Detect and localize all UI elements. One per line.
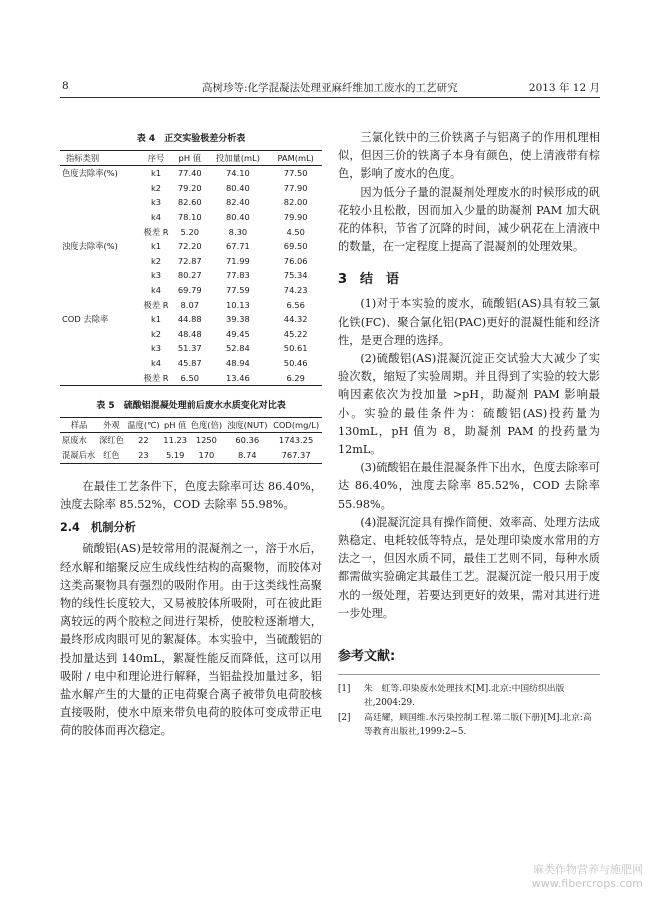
table4-cell: 75.34 bbox=[283, 270, 308, 281]
table5-header-cell: pH 值 bbox=[163, 419, 187, 430]
table4-cell: 6.29 bbox=[286, 372, 305, 383]
table4-cell: k3 bbox=[150, 270, 162, 281]
table4-row bbox=[60, 239, 322, 254]
table4-cell: 71.99 bbox=[226, 255, 250, 266]
table5-row bbox=[60, 448, 322, 464]
table5-header-cell: 样品 bbox=[70, 419, 88, 430]
site-watermark bbox=[532, 863, 643, 891]
table4-row bbox=[60, 341, 322, 356]
table5-cell: 1250 bbox=[195, 435, 217, 446]
table4-cell bbox=[60, 356, 139, 371]
table4-cell: 50.61 bbox=[283, 343, 308, 354]
table4-cell: 色度去除率(%) bbox=[62, 168, 118, 179]
running-title: 高树珍等:化学混凝法处理亚麻纤维加工废水的工艺研究 bbox=[202, 82, 458, 94]
table4-cell: 80.40 bbox=[226, 212, 250, 223]
table5-cell: 1743.25 bbox=[278, 435, 314, 446]
conclusion-item: (4)混凝沉淀具有操作简便、效率高、处理方法成熟稳定、电耗较低等特点，是处理印染废水常用的方法之一，但因水质不同，最佳工艺则不同，每种水质都需做实验确定其最佳工艺。混凝沉淀一般只用于废水的一级处理，若要达到更好的效果，需对其进行进一步处理。 bbox=[338, 515, 600, 620]
table4-cell: k4 bbox=[150, 285, 162, 296]
table4-cell: 5.20 bbox=[180, 226, 200, 237]
table4-cell: 72.87 bbox=[177, 255, 202, 266]
reference-number: [1] bbox=[338, 684, 351, 695]
table4-cell bbox=[60, 268, 139, 283]
conclusion-item: (2)硫酸铝(AS)混凝沉淀正交试验大大减少了实验次数，缩短了实验周期。并且得到了实验的较大影响因素依次为投加量 >pH，助凝剂 PAM 影响最小。实验的最佳条件为：硫酸铝(AS)投药量为 130mL，pH 值为 8，助凝剂 PAM 的投药量为 12mL。 bbox=[338, 352, 600, 457]
table4-header-cell: PAM(mL) bbox=[277, 153, 314, 163]
reference-number: [2] bbox=[338, 713, 351, 724]
table4-cell: 44.88 bbox=[177, 314, 202, 325]
table4-cell: 82.60 bbox=[177, 197, 202, 208]
table4-cell: 74.23 bbox=[283, 285, 308, 296]
table4-cell: 79.90 bbox=[283, 212, 308, 223]
table5-cell: 原废水 bbox=[62, 435, 87, 446]
table4-cell: 67.71 bbox=[226, 241, 250, 252]
table4-cell: k3 bbox=[150, 343, 162, 354]
table4-cell: 极差 R bbox=[143, 372, 169, 383]
table4-cell: 8.30 bbox=[228, 226, 248, 237]
table5-cell: 60.36 bbox=[235, 435, 260, 446]
table5-cell: 23 bbox=[138, 450, 149, 461]
table4-row bbox=[60, 268, 322, 283]
table4-caption: 表 4 正交实验极差分析表 bbox=[136, 134, 246, 144]
table4-row bbox=[60, 327, 322, 342]
body-paragraph: 硫酸铝(AS)是较常用的混凝剂之一，溶于水后，经水解和缩聚反应生成线性结构的高聚物，而胶体对这类高聚物具有强烈的吸附作用。由于这类线性高聚物的线性长度较大，又易被胶体所吸附，可在彼此距离较远的两个胶粒之间进行架桥，使胶粒逐渐增大，最终形成肉眼可见的絮凝体。本实验中，当硫酸铝的投加量达到 140mL，絮凝性能反而降低，这可以用吸附 / 电中和理论进行解释，当铝盐投加量过多，铝盐水解产生的大量的正电荷聚合离子被带负电荷胶核直接吸附，使水中原来带负电荷的胶体可变成带正电荷的胶体而再次稳定。 bbox=[60, 542, 322, 738]
table4-cell bbox=[60, 341, 139, 356]
table5-header-cell: 浊度(NUT) bbox=[227, 419, 268, 430]
table4-cell: k1 bbox=[150, 168, 162, 179]
table4-cell: 浊度去除率(%) bbox=[62, 241, 118, 252]
table4-cell: 77.59 bbox=[226, 285, 250, 296]
table4-cell: 82.00 bbox=[283, 197, 308, 208]
table4-header-cell: 指标类别 bbox=[66, 153, 100, 163]
table4-header-cell: pH 值 bbox=[178, 153, 201, 163]
table4-cell bbox=[60, 327, 139, 342]
watermark-line: www.fibercrops.com bbox=[531, 877, 643, 890]
table4-cell bbox=[60, 370, 139, 385]
table5-cell: 170 bbox=[198, 450, 215, 461]
table5-header-cell: COD(mg/L) bbox=[273, 419, 320, 430]
references-heading: 参考文献: bbox=[338, 649, 396, 665]
table4-cell: 76.06 bbox=[283, 255, 308, 266]
table4-cell: 45.22 bbox=[283, 328, 308, 339]
table5-caption: 表 5 硫酸铝混凝处理前后废水水质变化对比表 bbox=[96, 400, 286, 411]
table4-row bbox=[60, 370, 322, 385]
table4-row bbox=[60, 210, 322, 225]
table4-cell: 6.50 bbox=[180, 372, 200, 383]
table4-cell: 极差 R bbox=[143, 226, 169, 237]
table4-cell: 79.20 bbox=[177, 182, 202, 193]
table4-cell: k2 bbox=[150, 255, 162, 266]
table4-cell bbox=[60, 224, 139, 239]
page-number: 8 bbox=[62, 80, 69, 92]
body-paragraph: 三氯化铁中的三价铁离子与铝离子的作用机理相似，但因三价的铁离子本身有颜色，使上清液带有棕色，影响了废水的色度。 bbox=[338, 131, 600, 181]
table4-cell bbox=[60, 195, 139, 210]
table4-cell: k2 bbox=[150, 328, 162, 339]
table5-body bbox=[60, 432, 322, 463]
table4-cell: 72.20 bbox=[177, 241, 202, 252]
table5-cell: 22 bbox=[138, 435, 149, 446]
table4-cell: 50.46 bbox=[283, 358, 308, 369]
table4-cell: 51.37 bbox=[177, 343, 202, 354]
table4-row bbox=[60, 181, 322, 196]
body-paragraph: 因为低分子量的混凝剂处理废水的时候形成的矾花较小且松散，因而加入少量的助凝剂 PAM 加大矾花的体积，节省了沉降的时间，减少矾花在上清液中的数量，在一定程度上提高了混凝剂的处理效果。 bbox=[338, 185, 600, 254]
left-column bbox=[60, 112, 322, 741]
table5-cell: 5.19 bbox=[165, 450, 185, 461]
table5-header-cell: 温度(℃) bbox=[127, 419, 160, 430]
table4-body bbox=[60, 166, 322, 386]
table4-row bbox=[60, 166, 322, 181]
table4-cell bbox=[60, 283, 139, 298]
table4-row bbox=[60, 356, 322, 371]
table5-cell: 8.74 bbox=[238, 450, 257, 461]
table4-row bbox=[60, 312, 322, 327]
table5-cell: 深红色 bbox=[98, 435, 124, 446]
header-rule bbox=[60, 97, 600, 98]
table4-cell: 69.79 bbox=[177, 285, 202, 296]
table4-cell: k3 bbox=[150, 197, 162, 208]
table4-cell: 极差 R bbox=[143, 299, 169, 310]
table4-cell: 6.56 bbox=[286, 299, 305, 310]
table4-cell: 78.10 bbox=[177, 212, 202, 223]
table4-cell: 39.38 bbox=[226, 314, 250, 325]
table4-cell: 80.27 bbox=[177, 270, 202, 281]
reference-list bbox=[338, 674, 600, 739]
running-header bbox=[0, 80, 657, 98]
table4-cell: 77.90 bbox=[283, 182, 308, 193]
table4-cell: 74.10 bbox=[226, 168, 250, 179]
table5-row bbox=[60, 432, 322, 448]
table4-row bbox=[60, 297, 322, 312]
table4-cell: 77.83 bbox=[226, 270, 250, 281]
table4-cell: 4.50 bbox=[286, 226, 305, 237]
table4-cell: 48.48 bbox=[177, 328, 202, 339]
table4-header-cell: 序号 bbox=[147, 153, 165, 163]
table4-cell bbox=[60, 254, 139, 269]
body-paragraph: 在最佳工艺条件下，色度去除率可达 86.40%，浊度去除率 85.52%，COD 去除率 55.98%。 bbox=[60, 479, 322, 512]
reference-text: 高廷耀，顾国维.水污染控制工程.第二版(下册)[M].北京:高等教育出版社,1999:2~5. bbox=[364, 713, 592, 737]
table5-cell: 11.23 bbox=[163, 435, 188, 446]
table4-cell bbox=[60, 181, 139, 196]
table4-cell: 13.46 bbox=[226, 372, 250, 383]
table4-cell bbox=[60, 297, 139, 312]
reference-text: 朱 虹等.印染废水处理技术[M].北京:中国纺织出版社,2004:29. bbox=[364, 684, 565, 708]
table4-cell: 8.07 bbox=[180, 299, 200, 310]
table4-cell: 48.94 bbox=[226, 358, 250, 369]
table4-cell: 44.32 bbox=[283, 314, 308, 325]
table4-cell: COD 去除率 bbox=[62, 314, 109, 325]
table4-row bbox=[60, 254, 322, 269]
conclusion-item: (1)对于本实验的废水，硫酸铝(AS)具有较三氯化铁(FC)、聚合氯化铝(PAC)更好的混凝性能和经济性，是更合理的选择。 bbox=[338, 297, 600, 347]
table4-cell: k2 bbox=[150, 182, 162, 193]
table4-cell: 82.40 bbox=[226, 197, 250, 208]
table4-cell: k1 bbox=[150, 241, 162, 252]
table5-header-row bbox=[60, 417, 322, 432]
reference-item bbox=[338, 712, 600, 739]
table5-header-cell: 外观 bbox=[103, 419, 120, 430]
table4-cell: 10.13 bbox=[226, 299, 250, 310]
table4-header-cell: 投加量(mL) bbox=[215, 153, 260, 163]
table4-cell bbox=[60, 210, 139, 225]
table5-header-cell: 色度(倍) bbox=[190, 419, 223, 430]
table4-cell: 45.87 bbox=[177, 358, 202, 369]
table4-cell: 49.45 bbox=[226, 328, 250, 339]
watermark-line: 麻类作物营养与施肥网 bbox=[533, 863, 643, 876]
table5-cell: 767.37 bbox=[281, 450, 311, 461]
table4 bbox=[60, 150, 322, 386]
table4-cell: 52.84 bbox=[226, 343, 250, 354]
table4-cell: 80.40 bbox=[226, 182, 250, 193]
table5 bbox=[60, 417, 322, 464]
table4-cell: 77.50 bbox=[283, 168, 308, 179]
table5-cell: 红色 bbox=[103, 450, 120, 461]
table4-cell: 69.50 bbox=[283, 241, 308, 252]
table4-row bbox=[60, 195, 322, 210]
table4-cell: k4 bbox=[150, 358, 162, 369]
table4-cell: 77.40 bbox=[177, 168, 202, 179]
reference-item bbox=[338, 683, 600, 710]
table4-cell: k4 bbox=[150, 212, 162, 223]
table5-cell: 混凝后水 bbox=[62, 450, 96, 461]
table4-cell: k1 bbox=[150, 314, 162, 325]
conclusion-item: (3)硫酸铝在最佳混凝条件下出水，色度去除率可达 86.40%，浊度去除率 85.52%，COD 去除率 55.98%。 bbox=[338, 461, 600, 511]
right-column bbox=[338, 129, 600, 741]
table4-row bbox=[60, 224, 322, 239]
issue-date: 2013 年 12 月 bbox=[528, 82, 600, 94]
section-heading-3: 3 结 语 bbox=[338, 272, 400, 288]
table4-header-row bbox=[60, 151, 322, 166]
section-heading-2-4: 2.4 机制分析 bbox=[60, 521, 136, 535]
table4-row bbox=[60, 283, 322, 298]
